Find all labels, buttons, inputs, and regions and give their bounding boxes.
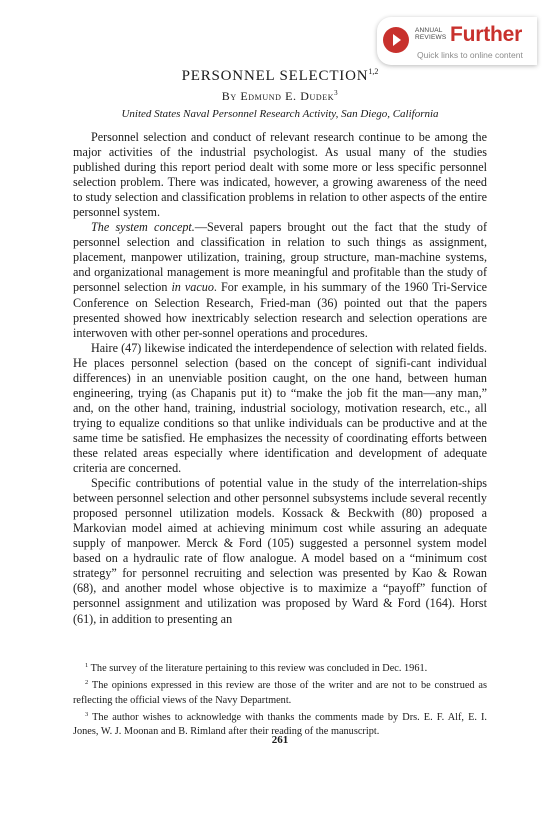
- footnote-text: The author wishes to acknowledge with thanks the comments made by Drs. E. F. Alf, E. I. Jones, W. J. Moonan and B. Rimland after their reading of the manuscript.: [73, 711, 488, 738]
- footnotes: [73, 659, 487, 739]
- further-banner[interactable]: [377, 17, 537, 65]
- latin-phrase: in vacuo: [171, 280, 214, 295]
- footnote-number: 1: [85, 662, 89, 669]
- paragraph-specific-contributions: [73, 476, 487, 626]
- author-line: [0, 89, 560, 104]
- title-footnote-marker: 1,2: [368, 67, 379, 76]
- annual-reviews-logo: ANNUAL REVIEWS: [415, 27, 447, 41]
- author-name: By Edmund E. Dudek: [221, 89, 335, 103]
- page-number: 261: [271, 734, 289, 746]
- further-subtitle: Quick links to online content: [417, 50, 523, 60]
- section-heading: The system concept.: [91, 220, 195, 235]
- paragraph-text: Specific contributions of potential value in the study of the interrelation-ships between personnel selection and other personnel subsystems include several recently proposed personnel utilization models. Kossack & Beckwith (80) proposed a Markovian model aimed at achieving minimum cost while assuring an adequate supply of manpower. Merck & Ford (105) suggested a personnel system model based on a hydraulic rate of flow analogue. A model based on a “minimum cost strategy” for personnel recruiting and selection was presented by Kao & Rowan (68), and another model whose objective is to maximize a “payoff” function of personnel assignment and utilization was proposed by Ward & Ford (164). Horst (61), in addition to presenting an: [73, 476, 487, 626]
- footnote-2: [73, 676, 487, 708]
- affiliation: United States Naval Personnel Research Activity, San Diego, California: [121, 108, 439, 120]
- footnote-number: 2: [85, 679, 89, 687]
- footnote-text: The opinions expressed in this review are those of the writer and are not to be construed as reflecting the official views of the Navy Department.: [73, 680, 487, 706]
- further-label[interactable]: Further: [450, 23, 523, 46]
- paragraph-text: Haire (47) likewise indicated the interdependence of selection with related fields. He places personnel selection (based on the concept of signifi-cant individual differences) in an unenviable position caught, on the one hand, between human engineering, trying (as Chapanis put it) to “make the job fit the man—any man,” and, on the other hand, training, industrial sociology, motivation research, etc., all trying to equalize conditions so that unlike individuals can be productive and at the same time be satisfied. He emphasizes the necessity of coordinating efforts between these related areas especially where identification and development of adequate criteria are concerned.: [73, 340, 487, 476]
- footnote-number: 3: [85, 710, 89, 718]
- play-icon: [383, 27, 409, 53]
- title-text: PERSONNEL SELECTION: [181, 68, 369, 84]
- footnote-1: [73, 659, 487, 676]
- author-footnote-marker: 3: [334, 89, 339, 97]
- paragraph-text: Personnel selection and conduct of relevant research continue to be among the major activities of the industrial psychologist. As usual many of the studies published during this report period dealt with some more or less specific personnel selection problem. There was indicated, however, a growing awareness of the need to study selection and classification problems in relation to other aspects of the entire personnel system.: [73, 130, 487, 220]
- paragraph-intro: [73, 130, 487, 220]
- paragraph-text: —Several papers brought out the fact that the study of personnel selection and classification in relation to such things as assignment, placement, manpower utilization, training, group structure, man-machine systems, and organizational management is more meaningful and profitable than the study of personnel selection: [73, 220, 487, 295]
- page-title: [0, 67, 560, 85]
- paragraph-text: . For example, in his summary of the 1960 Tri-Service Conference on Selection Research, Fried-man (36) pointed out that the papers presented showed how inextricably selection research and selection operations are interwoven with other per-sonnel operations and procedures.: [73, 280, 488, 340]
- paragraph-haire: [73, 341, 487, 476]
- paragraph-system-concept: [73, 220, 487, 340]
- body-text: [73, 130, 487, 627]
- footnote-text: The survey of the literature pertaining to this review was concluded in Dec. 1961.: [90, 663, 428, 674]
